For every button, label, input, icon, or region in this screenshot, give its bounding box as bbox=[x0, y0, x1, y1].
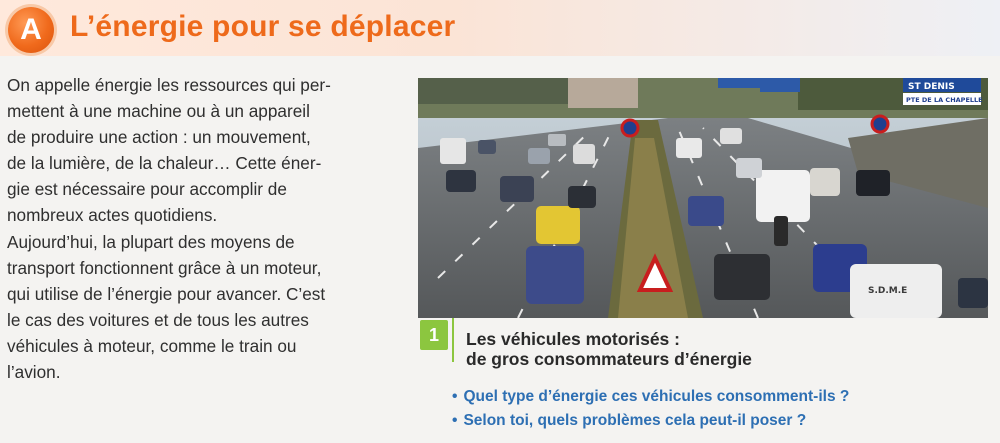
section-badge: A bbox=[8, 7, 54, 53]
question-text: Quel type d’énergie ces véhicules consomment-ils ? bbox=[463, 388, 850, 405]
body-line: véhicules à moteur, comme le train ou bbox=[7, 335, 297, 356]
van-lettering: S.D.M.E bbox=[868, 286, 908, 296]
body-line: gie est nécessaire pour accomplir de bbox=[7, 179, 287, 200]
sign-saint-denis: ST DENIS bbox=[908, 82, 955, 92]
page-title: L’énergie pour se déplacer bbox=[70, 10, 456, 43]
body-line: le cas des voitures et de tous les autres bbox=[7, 309, 309, 330]
question-text: Selon toi, quels problèmes cela peut-il poser ? bbox=[463, 412, 807, 429]
question-item bbox=[452, 385, 849, 409]
caption-title-line: Les véhicules motorisés : bbox=[466, 329, 680, 349]
sign-porte-chapelle: PTE DE LA CHAPELLE bbox=[906, 96, 983, 104]
caption-number: 1 bbox=[420, 320, 448, 350]
body-line: qui utilise de l’énergie pour avancer. C’est bbox=[7, 283, 326, 304]
body-line: l’avion. bbox=[7, 362, 61, 383]
caption-divider bbox=[452, 318, 454, 362]
bullet-icon: • bbox=[452, 412, 458, 429]
traffic-photo-illustration bbox=[418, 78, 988, 318]
body-line: nombreux actes quotidiens. bbox=[7, 205, 218, 226]
traffic-photo bbox=[418, 78, 988, 318]
body-line: de produire une action : un mouvement, bbox=[7, 127, 311, 148]
body-line: transport fonctionnent grâce à un moteur, bbox=[7, 257, 322, 278]
body-line: mettent à une machine ou à un appareil bbox=[7, 101, 310, 122]
caption-title-line: de gros consommateurs d’énergie bbox=[466, 349, 752, 369]
body-line: Aujourd’hui, la plupart des moyens de bbox=[7, 231, 295, 252]
body-line: On appelle énergie les ressources qui per- bbox=[7, 75, 331, 95]
body-text bbox=[7, 72, 365, 385]
question-item bbox=[452, 409, 849, 433]
caption-questions bbox=[452, 385, 849, 433]
body-line: de la lumière, de la chaleur… Cette éner- bbox=[7, 153, 322, 174]
caption-title bbox=[466, 329, 752, 369]
bullet-icon: • bbox=[452, 388, 458, 405]
